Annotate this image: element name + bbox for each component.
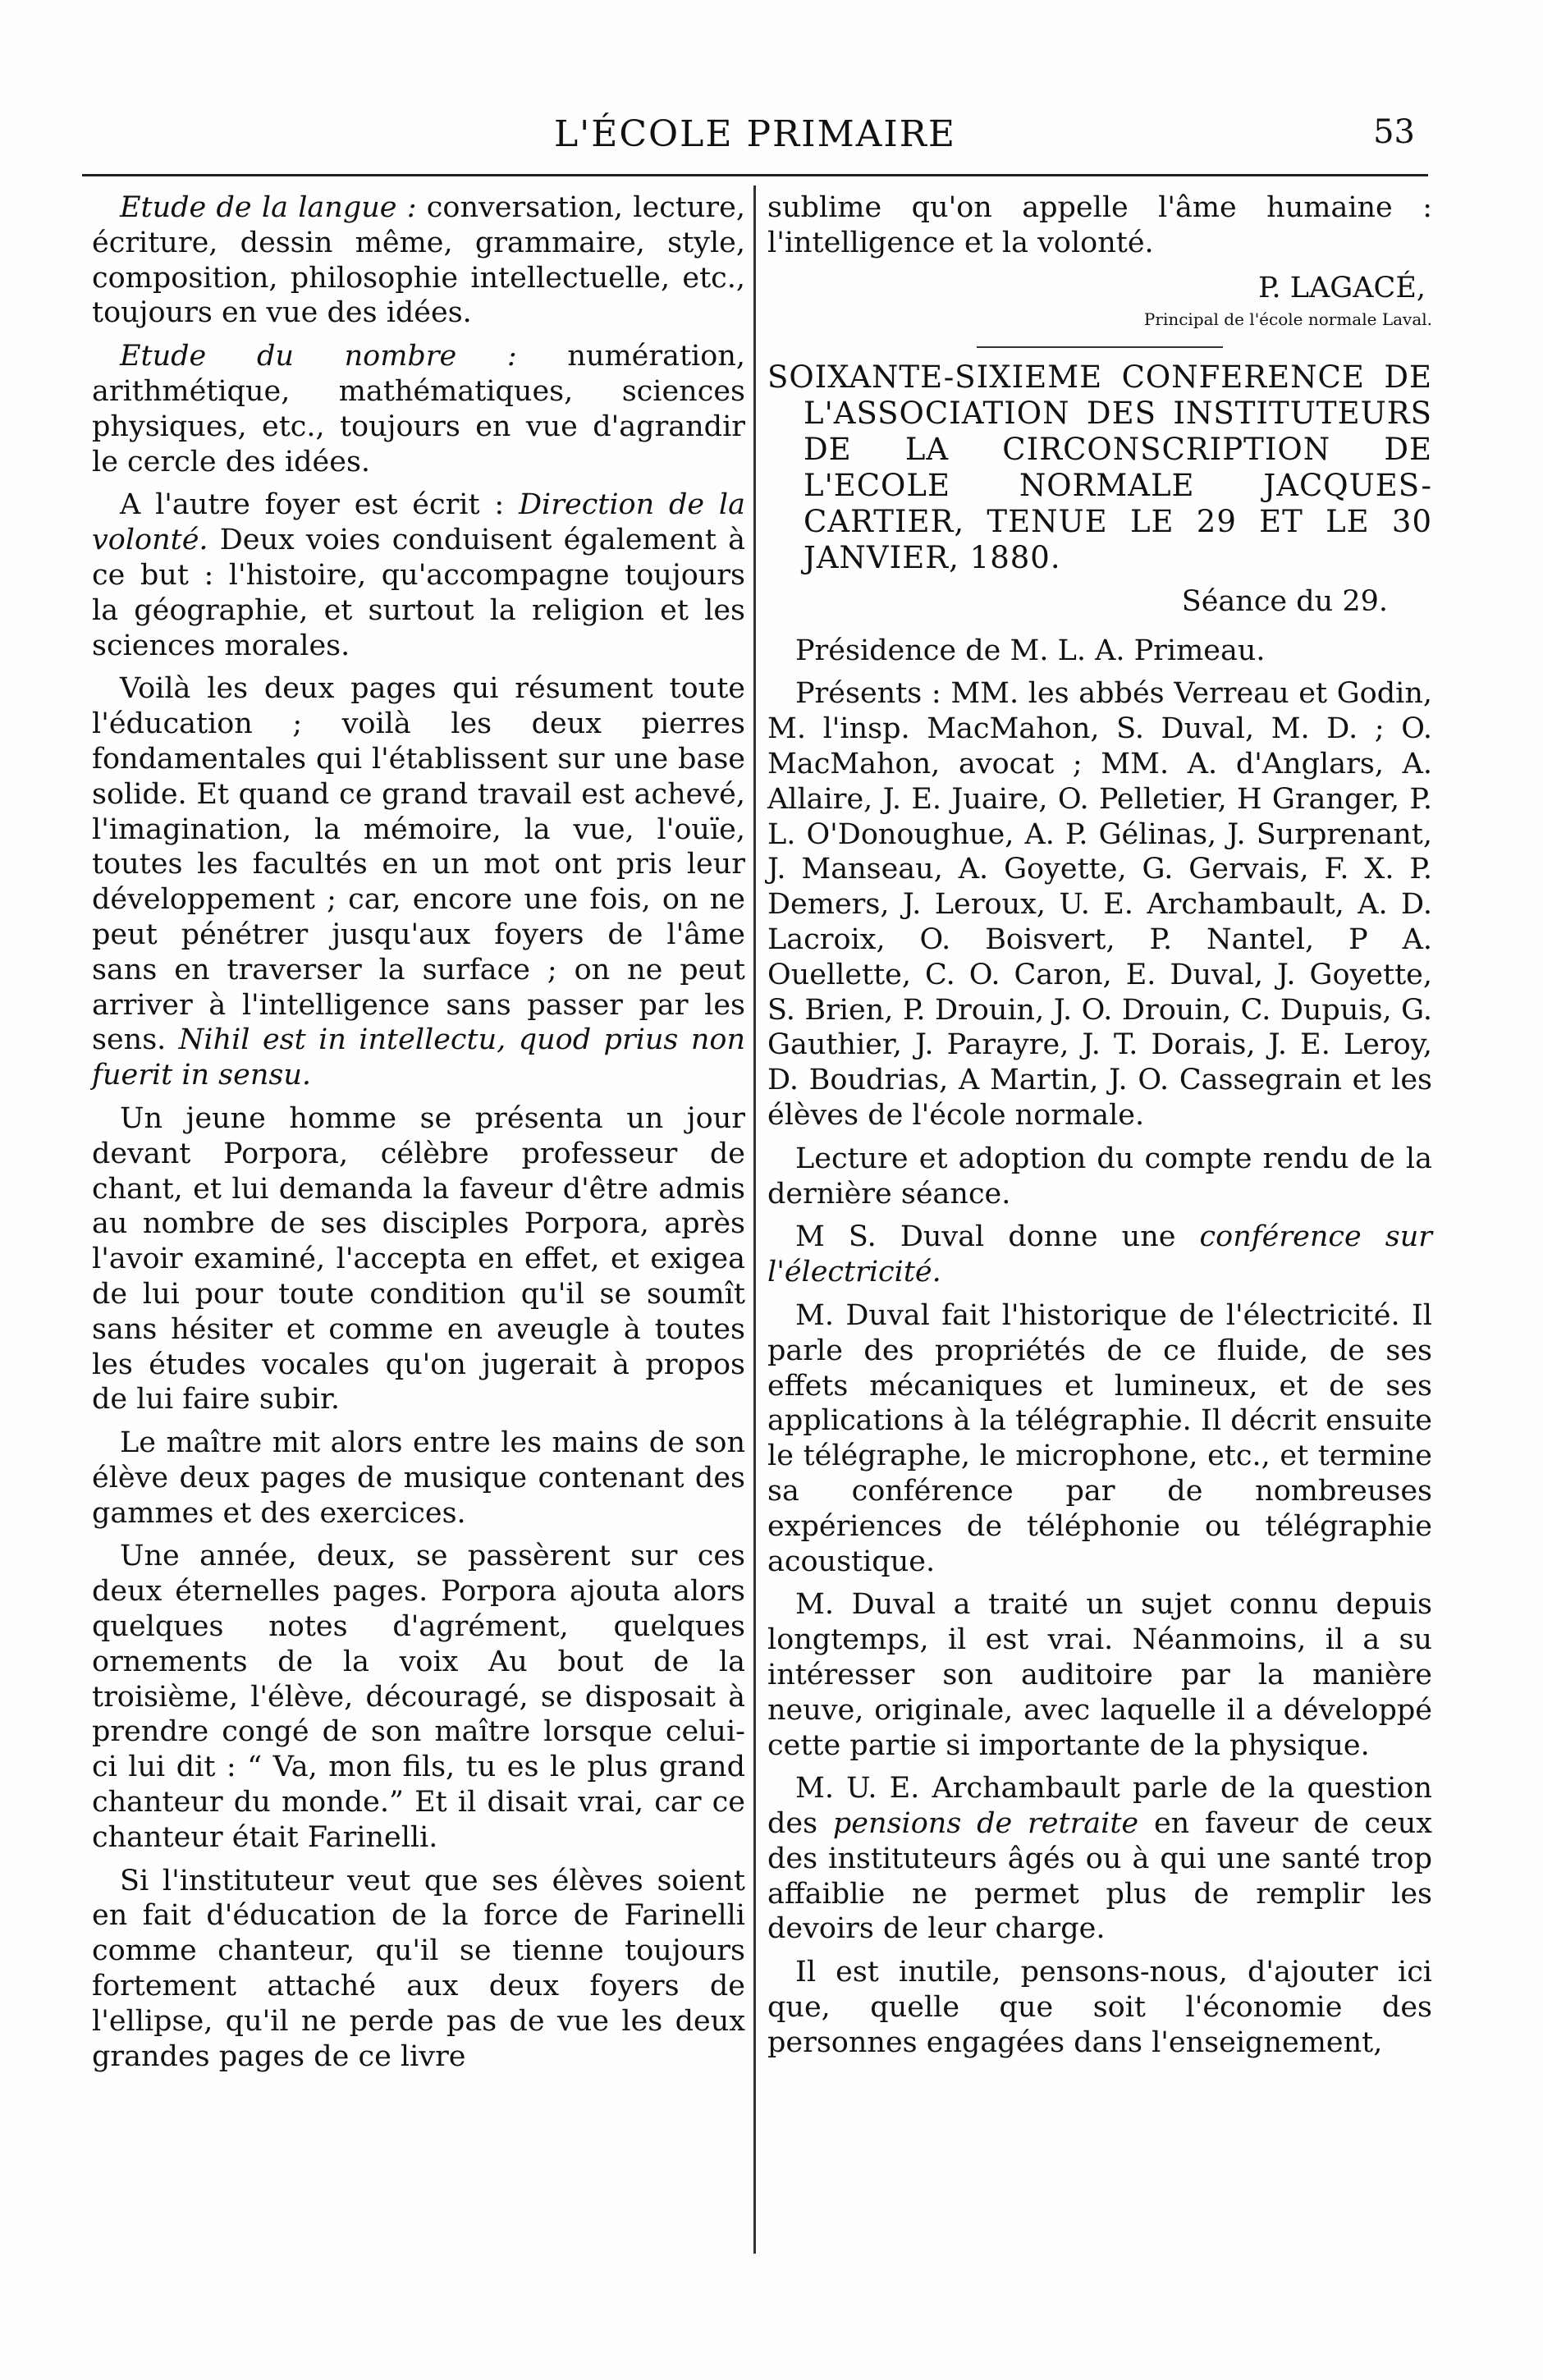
signature-caption: Principal de l'école normale Laval. [1143, 309, 1432, 329]
paragraph: Présidence de M. L. A. Primeau. [795, 634, 1266, 667]
signature: P. LAGACÉ, [1258, 271, 1426, 304]
paragraph: Un jeune homme se présenta un jour devant Porpora, célèbre professeur de chant, et lui demanda la faveur d'être admis au nombre de ses disciples Porpora, après l'avoir examiné, l'accepta en effet, et exigea de lui pour toute condition qu'il se soumît sans hésiter et comme en aveugle à toutes les études vocales qu'on jugerait à propos de lui faire subir. [92, 1101, 745, 1417]
seance-date: Séance du 29. [1181, 584, 1388, 618]
italic-label: Direction de la volonté. [92, 488, 745, 557]
paragraph [92, 190, 745, 331]
paragraph: M. Duval fait l'historique de l'électricité. Il parle des propriétés de ce fluide, de ses effets mécaniques et lumineux, et de ses applications à la télégraphie. Il décrit ensuite le télégraphe, le microphone, etc., et termine sa conférence par de nombreuses expériences de téléphonie ou télégraphie acoustique. [767, 1298, 1432, 1578]
paragraph-text: conversation, lecture, écriture, dessin même, grammaire, style, composition, philosophie intellectuelle, etc., toujours en vue des idées. [92, 191, 745, 330]
paragraph-text: numération, arithmétique, mathématiques, sciences physiques, etc., toujours en vue d'agrandir le cercle des idées. [92, 340, 745, 478]
paragraph: Il est inutile, pensons-nous, d'ajouter ici que, quelle que soit l'économie des personnes engagées dans l'enseignement, [767, 1956, 1432, 2059]
header-rule [82, 174, 1428, 176]
conference-heading: SOIXANTE-SIXIEME CONFERENCE DE L'ASSOCIATION DES INSTITUTEURS DE LA CIRCONSCRIPTION DE L'ECOLE NORMALE JACQUES-CARTIER, TENUE LE 29 ET LE 30 JANVIER, 1880. [767, 359, 1432, 575]
paragraph: Présents : MM. les abbés Verreau et Godin, M. l'insp. MacMahon, S. Duval, M. D. ; O. MacMahon, avocat ; MM. A. d'Anglars, A. Allaire, J. E. Juaire, O. Pelletier, H Granger, P. L. O'Donoughue, A. P. Gélinas, J. Surprenant, J. Manseau, A. Goyette, G. Gervais, F. X. P. Demers, J. Leroux, U. E. Archambault, A. D. Lacroix, O. Boisvert, P. Nantel, P A. Ouellette, C. O. Caron, E. Duval, J. Goyette, S. Brien, P. Drouin, J. O. Drouin, C. Dupuis, G. Gauthier, J. Parayre, J. T. Dorais, J. E. Leroy, D. Boudrias, A Martin, J. O. Cassegrain et les élèves de l'école normale. [767, 677, 1432, 1132]
section-rule [977, 346, 1223, 348]
paragraph: Le maître mit alors entre les mains de son élève deux pages de musique contenant des gammes et des exercices. [92, 1426, 745, 1530]
paragraph [767, 1220, 1432, 1290]
paragraph: Une année, deux, se passèrent sur ces deux éternelles pages. Porpora ajouta alors quelques notes d'agrément, quelques ornements de la voix Au bout de la troisième, l'élève, découragé, se disposait à prendre congé de son maître lorsque celui-ci lui dit : “ Va, mon fils, tu es le plus grand chanteur du monde.” Et il disait vrai, car ce chanteur était Farinelli. [92, 1540, 745, 1854]
italic-label: Etude de la langue : [120, 191, 417, 224]
paragraph [92, 339, 745, 479]
column-divider [753, 185, 756, 2254]
left-column [92, 190, 745, 2082]
running-head [82, 113, 1428, 162]
italic-label: Etude du nombre : [120, 340, 517, 373]
paragraph-text: Voilà les deux pages qui résument toute l'éducation ; voilà les deux pierres fondamentales qui l'établissent sur une base solide. Et quand ce grand travail est achevé, l'imagination, la mémoire, la vue, l'ouïe, toutes les facultés en un mot ont pris leur développement ; car, encore une fois, on ne peut pénétrer jusqu'aux foyers de l'âme sans en traverser la surface ; on ne peut arriver à l'intelligence sans passer par les sens. [92, 672, 745, 1057]
latin-quote: Nihil est in intellectu, quod prius non fuerit in sensu. [92, 1023, 745, 1092]
paragraph-text: A l'autre foyer est écrit : [120, 488, 519, 522]
paragraph: Lecture et adoption du compte rendu de la dernière séance. [767, 1142, 1432, 1211]
page-number: 53 [1373, 113, 1415, 151]
paragraph-text: M S. Duval donne une [795, 1220, 1200, 1254]
paragraph [92, 671, 745, 1093]
italic-phrase: conférence sur l'électricité. [767, 1220, 1432, 1289]
right-column [767, 190, 1432, 2069]
running-title: L'ÉCOLE PRIMAIRE [553, 113, 957, 155]
paragraph [767, 1771, 1432, 1947]
paragraph-text: en faveur de ceux des instituteurs âgés ou à qui une santé trop affaiblie ne permet plus de remplir les devoirs de leur charge. [767, 1807, 1432, 1946]
paragraph: sublime qu'on appelle l'âme humaine : l'intelligence et la volonté. [767, 191, 1432, 259]
paragraph [92, 487, 745, 663]
paragraph: M. Duval a traité un sujet connu depuis longtemps, il est vrai. Néanmoins, il a su intéresser son auditoire par la manière neuve, originale, avec laquelle il a développé cette partie si importante de la physique. [767, 1588, 1432, 1762]
italic-phrase: pensions de retraite [832, 1807, 1139, 1841]
paragraph-text: Deux voies conduisent également à ce but : l'histoire, qu'accompagne toujours la géographie, et surtout la religion et les sciences morales. [92, 524, 745, 662]
paragraph: Si l'instituteur veut que ses élèves soient en fait d'éducation de la force de Farinelli comme chanteur, qu'il se tienne toujours fortement attaché aux deux foyers de l'ellipse, qu'il ne perde pas de vue les deux grandes pages de ce livre [92, 1864, 745, 2073]
paragraph-text: M. U. E. Archambault parle de la question des [767, 1772, 1432, 1841]
